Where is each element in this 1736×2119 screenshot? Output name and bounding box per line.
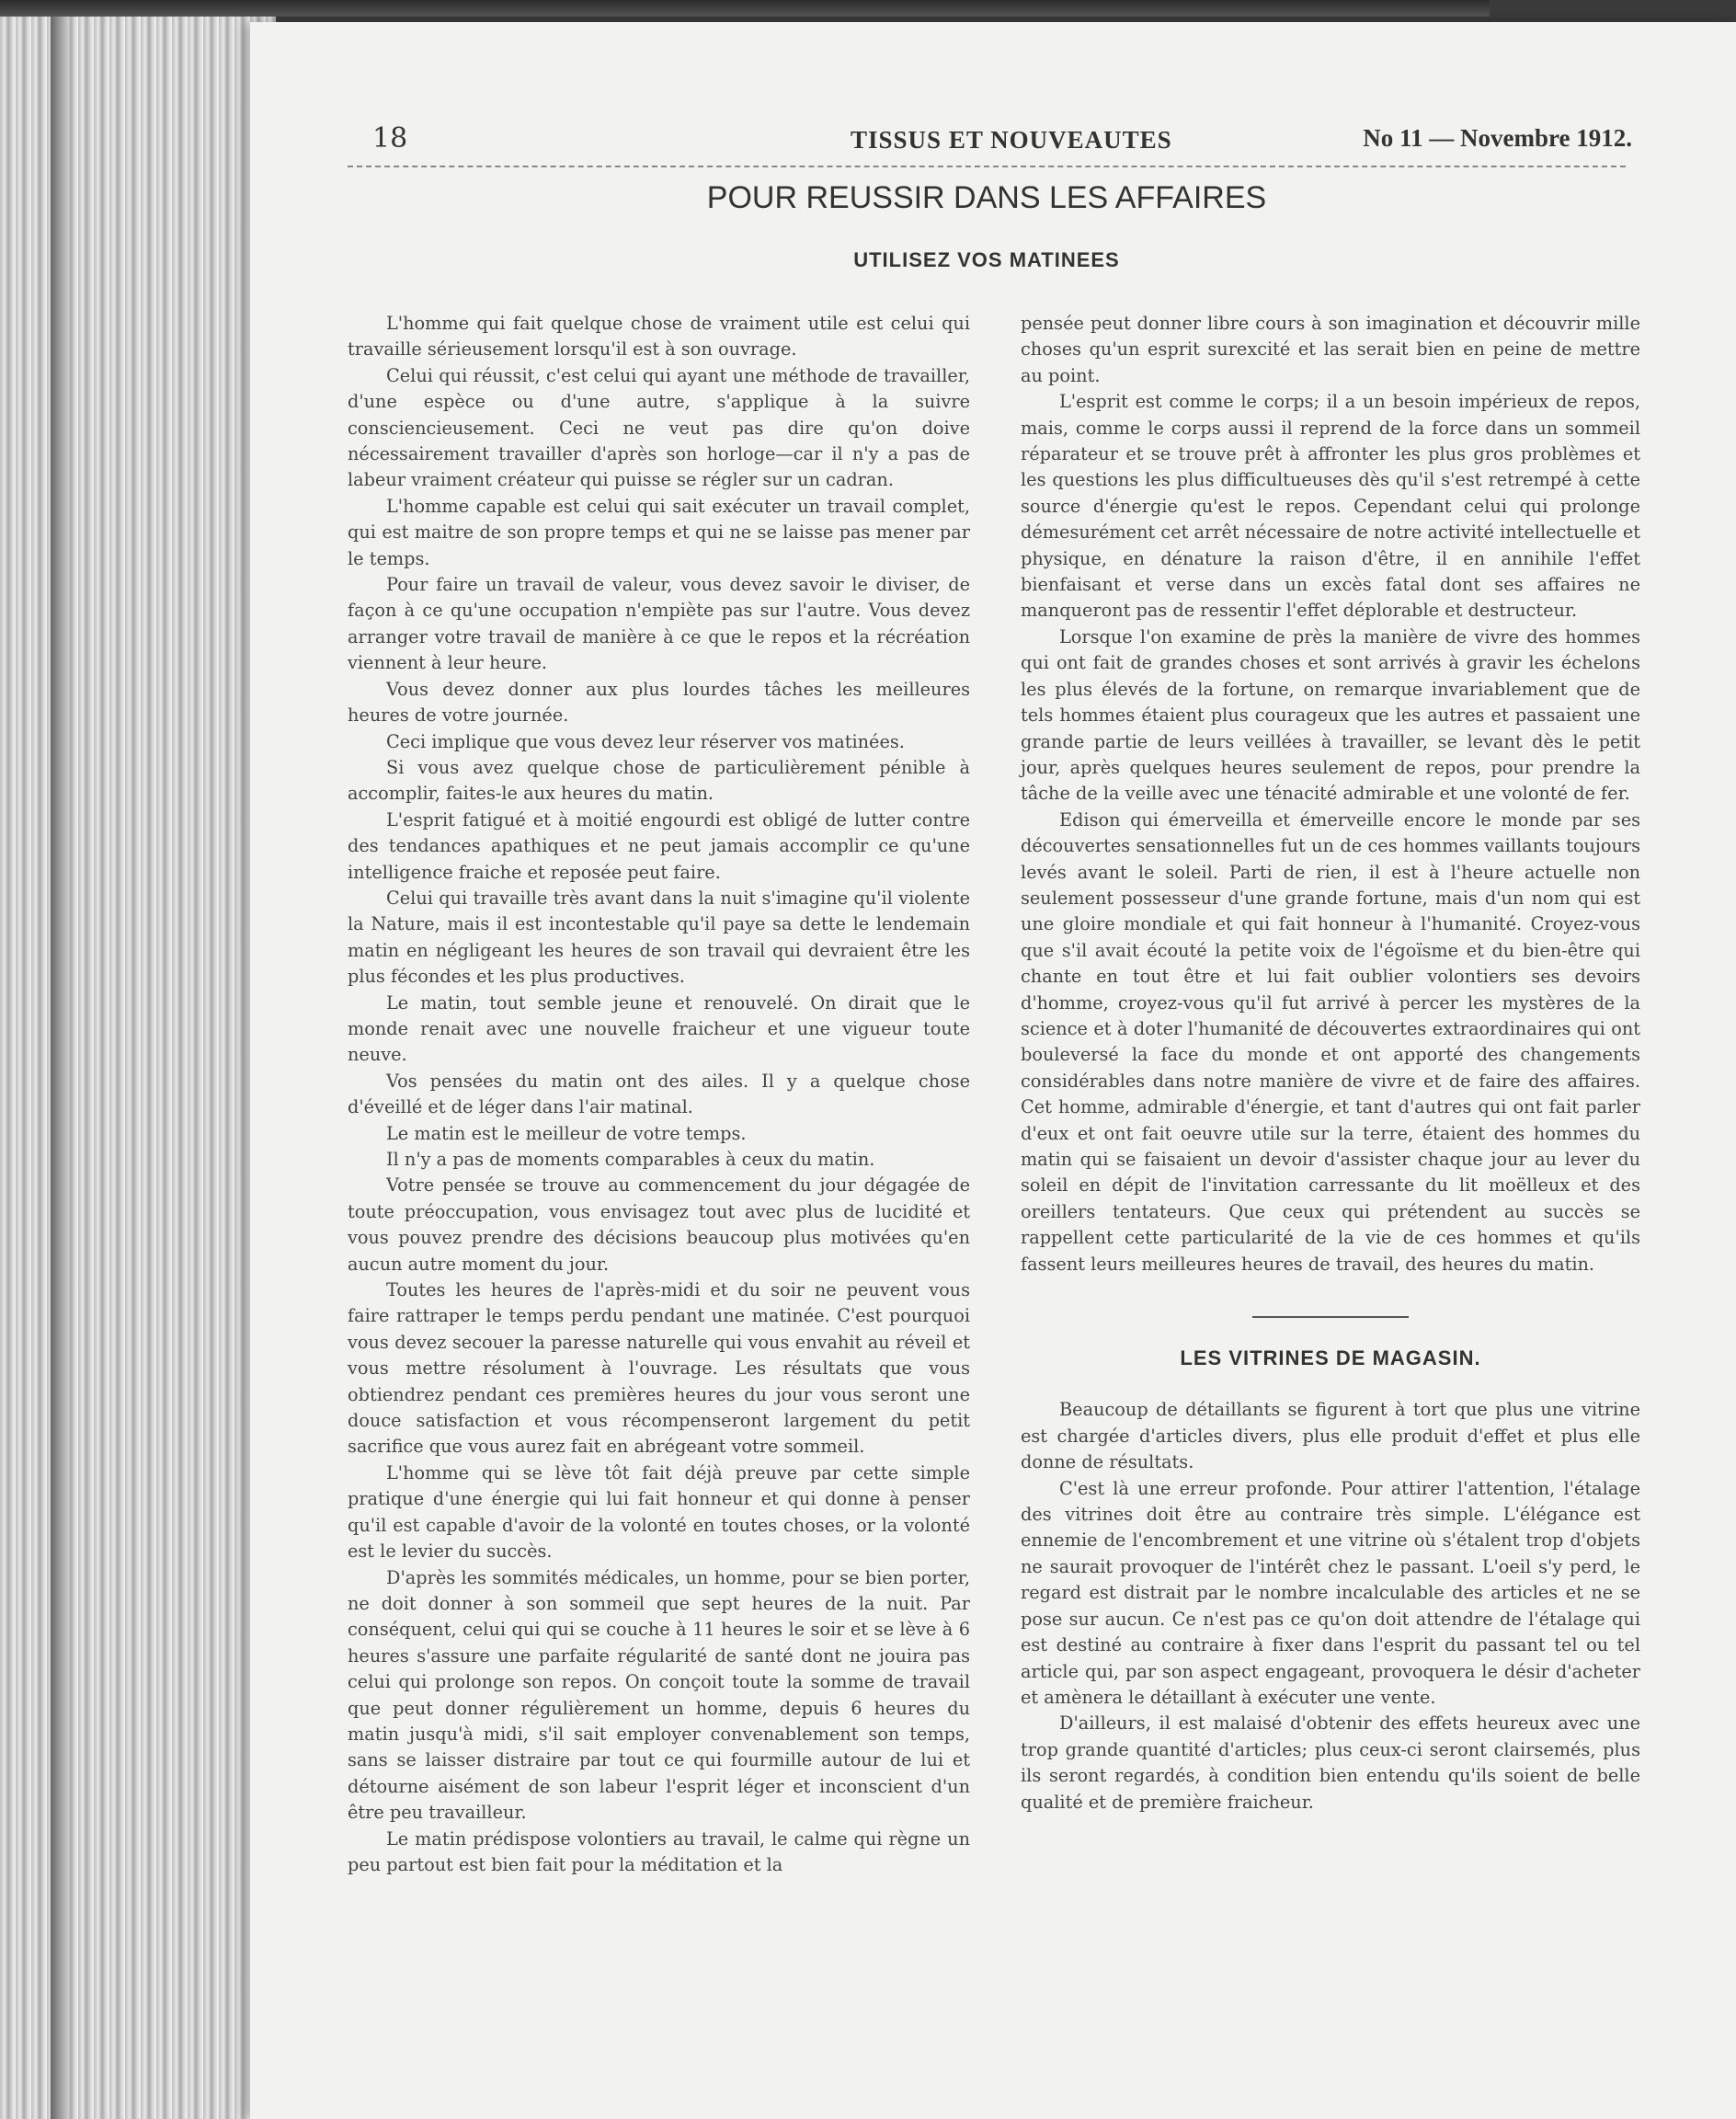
header-rule <box>348 166 1626 167</box>
paragraph: L'esprit est comme le corps; il a un besoin impérieux de repos, mais, comme le corps aussi il reprend de la force dans un sommeil réparateur et se trouve prêt à affronter les plus gros problèmes et les questions les plus difficultueuses dès qu'il s'est retrempé à cette source d'énergie qu'est le repos. Cependant celui qui prolonge démesurément cet arrêt nécessaire de notre activité intellectuelle et physique, en dénature la raison d'être, il en annihile l'effet bienfaisant et verse dans un excès fatal dont ses affaires ne manqueront pas de ressentir l'effet déplorable et destructeur. <box>1021 391 1640 622</box>
section-title: LES VITRINES DE MAGASIN. <box>1180 1346 1481 1370</box>
section-divider <box>1252 1316 1409 1318</box>
paragraph: Votre pensée se trouve au commencement du jour dégagée de toute préoccupation, vous envisagez tout avec plus de lucidité et vous pouvez prendre des décisions beaucoup plus motivées qu'en aucun autre moment du jour. <box>348 1174 970 1275</box>
right-column <box>1021 311 1640 1815</box>
paragraph: Le matin prédispose volontiers au travail, le calme qui règne un peu partout est bien fait pour la méditation et la <box>348 1827 970 1875</box>
page-stack-edge <box>0 17 276 2119</box>
article-title: POUR REUSSIR DANS LES AFFAIRES <box>706 180 1267 215</box>
page-number: 18 <box>372 122 408 155</box>
paragraph: Ceci implique que vous devez leur réserver vos matinées. <box>386 730 905 752</box>
paragraph-continuation: pensée peut donner libre cours à son imagination et découvrir mille choses qu'un esprit surexcité et las serait bien en peine de mettre au point. <box>1021 313 1640 386</box>
journal-title: TISSUS ET NOUVEAUTES <box>851 126 1172 154</box>
paragraph: L'homme qui se lève tôt fait déjà preuve par cette simple pratique d'une énergie qui lui fait honneur et qui donne à penser qu'il est capable d'avoir de la volonté en toutes choses, or la volonté est le levier du succès. <box>348 1461 970 1563</box>
paragraph: Pour faire un travail de valeur, vous devez savoir le diviser, de façon à ce qu'une occupation n'empiète pas sur l'autre. Vous devez arranger votre travail de manière à ce que le repos et la récréation viennent à leur heure. <box>348 574 970 674</box>
paragraph: Toutes les heures de l'après-midi et du soir ne peuvent vous faire rattraper le temps perdu pendant une matinée. C'est pourquoi vous devez secouer la paresse naturelle qui vous envahit au réveil et vous mettre résolument à l'ouvrage. Les résultats que vous obtiendrez pendant ces premières heures du jour vous seront une douce satisfaction et vous récompenseront largement du petit sacrifice que vous aurez fait en abrégeant votre sommeil. <box>348 1279 970 1458</box>
paragraph: C'est là une erreur profonde. Pour attirer l'attention, l'étalage des vitrines doit être au contraire très simple. L'élégance est ennemie de l'encombrement et une vitrine où s'étalent trop d'objets ne saurait provoquer de l'intérêt chez le passant. L'oeil s'y perd, le regard est distrait par le nombre incalculable des articles et ne se pose sur aucun. Ce n'est pas ce qu'on doit attendre de l'étalage qui est destiné au contraire à fixer dans l'esprit du passant tel ou tel article qui, par son aspect engageant, provoquera le désir d'acheter et amènera le détaillant à exécuter une vente. <box>1021 1477 1640 1708</box>
paragraph: Edison qui émerveilla et émerveille encore le monde par ses découvertes sensationnelles fut un de ces hommes vaillants toujours levés avant le soleil. Parti de rien, il est à l'heure actuelle non seulement possesseur d'une grande fortune, mais d'un nom qui est une gloire mondiale et qui fait honneur à l'humanité. Croyez-vous que s'il avait écouté la petite voix de l'égoïsme et du bien-être qui chante en tout être et lui fait oublier volontiers ses devoirs d'homme, croyez-vous qu'il fut arrivé à percer les mystères de la science et à doter l'humanité de découvertes extraordinaires qui ont bouleversé la face du monde et ont apporté des changements considérables dans notre manière de vivre et de faire des affaires. Cet homme, admirable d'énergie, et tant d'autres qui ont fait parler d'eux et ont fait oeuvre utile sur la terre, étaient des hommes du matin qui se faisaient un devoir d'assister chaque jour au lever du soleil en dépit de l'invitation carressante du lit moëlleux et des oreillers tentateurs. Que ceux qui prétendent au succès se rappellent cette particularité de la vie de ces hommes et qu'ils fassent leurs meilleures heures de travail, des heures du matin. <box>1021 808 1640 1275</box>
paragraph: Celui qui travaille très avant dans la nuit s'imagine qu'il violente la Nature, mais il est incontestable qu'il paye sa dette le lendemain matin en négligeant les heures de son travail qui devraient être les plus fécondes et les plus productives. <box>348 887 970 988</box>
page-header <box>372 122 1632 159</box>
binding-shadow <box>51 17 69 2119</box>
left-column <box>348 311 970 1878</box>
paragraph: Lorsque l'on examine de près la manière de vivre des hommes qui ont fait de grandes choses et sont arrivés à gravir les échelons les plus élevés de la fortune, on remarque invariablement que de tels hommes étaient plus courageux que les autres et passaient une grande partie de leurs veillées à travailler, se levant dès le petit jour, après quelques heures seulement de repos, pour prendre la tâche de la veille avec une ténacité admirable et une volonté de fer. <box>1021 625 1640 805</box>
paragraph: L'homme qui fait quelque chose de vraiment utile est celui qui travaille sérieusement lorsqu'il est à son ouvrage. <box>348 313 970 361</box>
book-top-edge <box>0 0 1490 17</box>
paragraph: Le matin est le meilleur de votre temps. <box>386 1122 747 1144</box>
paragraph: Il n'y a pas de moments comparables à ceux du matin. <box>386 1149 875 1170</box>
paragraph: Le matin, tout semble jeune et renouvelé. On dirait que le monde renait avec une nouvelle fraicheur et une vigueur toute neuve. <box>348 991 970 1066</box>
paragraph: D'après les sommités médicales, un homme, pour se bien porter, ne doit donner à son sommeil que sept heures de la nuit. Par conséquent, celui qui qui se couche à 11 heures le soir et se lève à 6 heures s'assure une parfaite régularité de santé dont ne jouira pas celui qui prolonge son repos. On conçoit toute la somme de travail que peut donner régulièrement un homme, depuis 6 heures du matin jusqu'à midi, s'il sait employer convenablement son temps, sans se laisser distraire par tout ce qui fourmille autour de lui et détourne aisément de son labeur l'esprit léger et inconscient d'un être peu travailleur. <box>348 1566 970 1824</box>
paragraph: D'ailleurs, il est malaisé d'obtenir des effets heureux avec une trop grande quantité d'articles; plus ceux-ci seront clairsemés, plus ils seront regardés, à condition bien entendu qu'ils soient de belle qualité et de première fraicheur. <box>1021 1712 1640 1813</box>
paragraph: Vous devez donner aux plus lourdes tâches les meilleures heures de votre journée. <box>348 678 970 727</box>
article-subtitle: UTILISEZ VOS MATINEES <box>853 248 1120 271</box>
paragraph: Beaucoup de détaillants se figurent à tort que plus une vitrine est chargée d'articles divers, plus elle produit d'effet et plus elle donne de résultats. <box>1021 1399 1640 1473</box>
issue-date: No 11 — Novembre 1912. <box>1363 124 1632 152</box>
paragraph: L'esprit fatigué et à moitié engourdi est obligé de lutter contre des tendances apathiques et ne peut jamais accomplir ce qu'une intelligence fraiche et reposée peut faire. <box>348 808 970 883</box>
paragraph: Celui qui réussit, c'est celui qui ayant une méthode de travailler, d'une espèce ou d'une autre, s'applique à la suivre consciencieusement. Ceci ne veut pas dire qu'on doive nécessairement travailler d'après son horloge—car il n'y a pas de labeur vraiment créateur qui puisse se régler sur un cadran. <box>348 364 970 491</box>
paragraph: Si vous avez quelque chose de particulièrement pénible à accomplir, faites-le aux heures du matin. <box>348 756 970 805</box>
paragraph: Vos pensées du matin ont des ailes. Il y a quelque chose d'éveillé et de léger dans l'air matinal. <box>348 1070 970 1118</box>
paragraph: L'homme capable est celui qui sait exécuter un travail complet, qui est maitre de son propre temps et qui ne se laisse pas mener par le temps. <box>348 495 970 569</box>
